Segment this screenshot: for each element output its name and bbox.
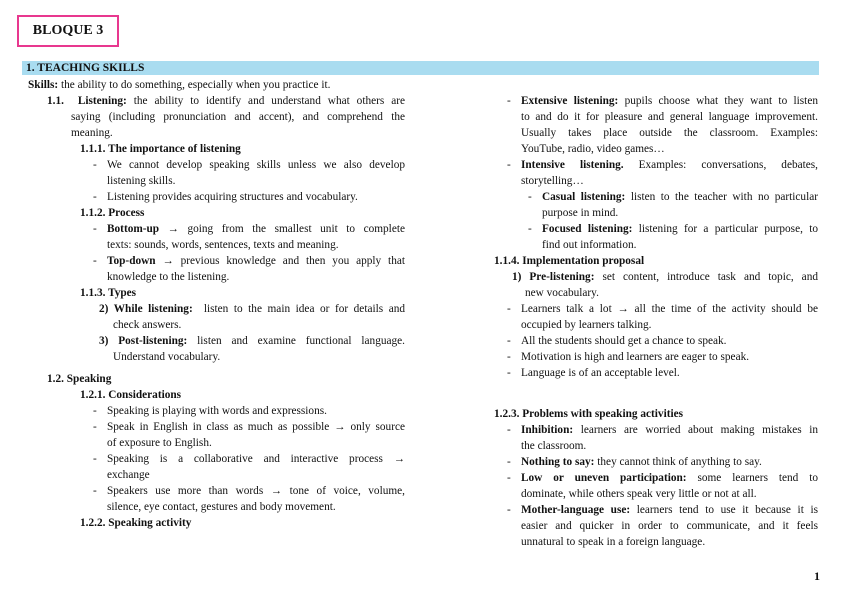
list-item: 2) While listening: listen to the main idea or for details and <box>99 303 406 315</box>
list-item: - Language is of an acceptable level. <box>521 365 680 381</box>
considerations-heading: 1.2.1. Considerations <box>80 389 182 401</box>
types-heading: 1.1.3. Types <box>80 287 137 299</box>
list-item: - Bottom-up → going from the smallest unit to complete <box>107 221 405 237</box>
list-item: - Top-down → previous knowledge and then you apply that <box>107 253 405 269</box>
section-heading: 1. TEACHING SKILLS <box>22 61 819 75</box>
list-item: - Mother-language use: learners tend to use it because it is <box>521 502 818 518</box>
list-item: - Listening provides acquiring structures and vocabulary. <box>107 189 358 205</box>
skills-definition: Skills: the ability to do something, especially when you practice it. <box>28 79 331 91</box>
list-item: - We cannot develop speaking skills unless we also develop <box>107 157 405 173</box>
importance-heading: 1.1.1. The importance of listening <box>80 143 241 155</box>
list-item: - Speaking is playing with words and expressions. <box>107 403 327 419</box>
listening-heading: 1.1. Listening: the ability to identify and understand what others are <box>47 95 406 107</box>
problems-heading: 1.2.3. Problems with speaking activities <box>494 408 684 420</box>
implementation-heading: 1.1.4. Implementation proposal <box>494 255 645 267</box>
list-item: - Learners talk a lot → all the time of the activity should be <box>521 301 818 317</box>
list-item: - Focused listening: listening for a particular purpose, to <box>542 221 818 237</box>
list-item: - Nothing to say: they cannot think of anything to say. <box>521 454 762 470</box>
bloque-title: BLOQUE 3 <box>17 15 119 47</box>
list-item: - Inhibition: learners are worried about making mistakes in <box>521 422 818 438</box>
list-item: - Casual listening: listen to the teacher with no particular <box>542 189 818 205</box>
process-heading: 1.1.2. Process <box>80 207 145 219</box>
list-item: 1) Pre-listening: set content, introduce task and topic, and <box>512 271 818 283</box>
list-item: - Speak in English in class as much as possible → only source <box>107 419 405 435</box>
list-item: - Extensive listening: pupils choose what they want to listen <box>521 93 818 109</box>
list-item: - Speaking is a collaborative and interactive process → <box>107 451 405 467</box>
page-number: 1 <box>814 569 820 583</box>
list-item: - All the students should get a chance to speak. <box>521 333 727 349</box>
list-item: - Motivation is high and learners are eager to speak. <box>521 349 749 365</box>
list-item: - Low or uneven participation: some learners tend to <box>521 470 818 486</box>
list-item: 3) Post-listening: listen and examine functional language. <box>99 335 405 347</box>
speaking-activity-heading: 1.2.2. Speaking activity <box>80 517 192 529</box>
list-item: - Speakers use more than words → tone of voice, volume, <box>107 483 405 499</box>
list-item: - Intensive listening. Examples: conversations, debates, <box>521 157 818 173</box>
speaking-heading: 1.2. Speaking <box>47 373 112 385</box>
